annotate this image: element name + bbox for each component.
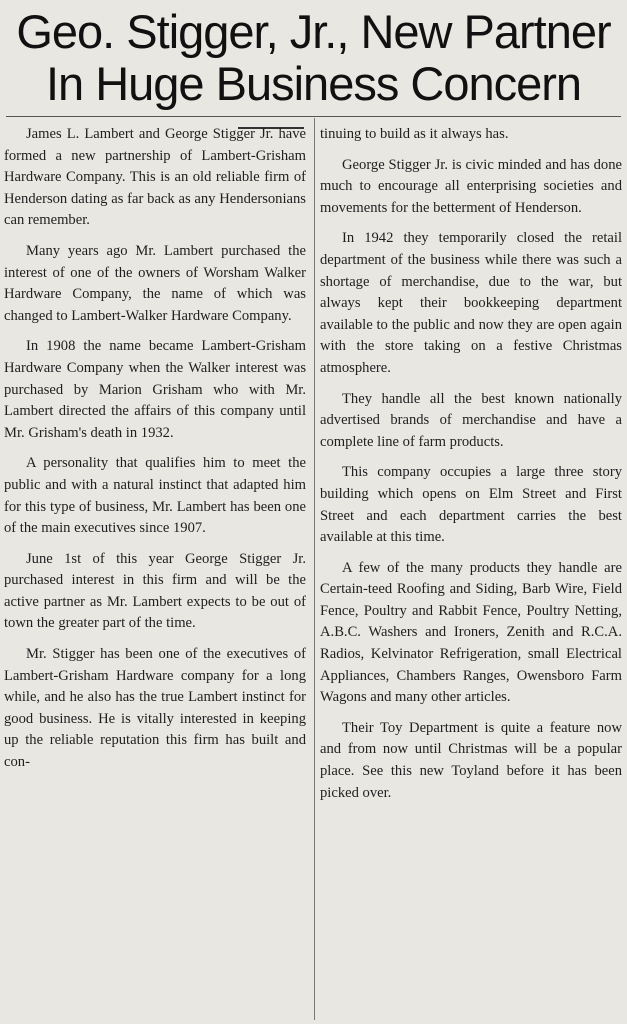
paragraph: Their Toy Department is quite a feature now and from now until Christmas will be a popular place. See this new Toyland before it has been picked over.	[320, 719, 622, 801]
paragraph: In 1942 they temporarily closed the retail department of the business while there was such a shortage of merchandise, due to the war, but always kept their bookkeeping department available to the public and now they are open again with the store taking on a festive Christmas atmosphere.	[320, 230, 622, 376]
paragraph: They handle all the best known nationally advertised brands of merchandise and have a complete line of farm products.	[320, 390, 622, 450]
paragraph-continuation: tinuing to build as it always has.	[320, 126, 509, 142]
paragraph: James L. Lambert and George Stigger Jr. have formed a new partnership of Lambert-Grisham Hardware Company. This is an old reliable firm of Henderson dating as far back as any Hendersonians can remember.	[4, 126, 306, 229]
headline-line-1: Geo. Stigger, Jr., New Partner	[16, 5, 611, 58]
column-divider	[314, 118, 315, 1020]
headline	[6, 6, 621, 110]
article-column-left	[4, 124, 306, 783]
paragraph: George Stigger Jr. is civic minded and has done much to encourage all enterprising societies and movements for the betterment of Henderson.	[320, 156, 622, 216]
paragraph: In 1908 the name became Lambert-Grisham Hardware Company when the Walker interest was purchased by Marion Grisham who with Mr. Lambert directed the affairs of this company until Mr. Grisham's death in 1932.	[4, 338, 306, 441]
headline-line-2: In Huge Business Concern	[45, 57, 582, 110]
paragraph: A personality that qualifies him to meet the public and with a natural instinct that adapted him for this type of business, Mr. Lambert has been one of the main executives since 1907.	[4, 455, 306, 537]
paragraph: Mr. Stigger has been one of the executives of Lambert-Grisham Hardware company for a long while, and he also has the true Lambert instinct for good business. He is vitally interested in keeping up the reliable reputation this firm has built and con-	[4, 646, 306, 771]
paragraph: A few of the many products they handle are Certain-teed Roofing and Siding, Barb Wire, Field Fence, Poultry and Rabbit Fence, Poultry Netting, A.B.C. Washers and Ironers, Zenith and R.C.A. Radios, Kelvinator Refrigeration, small Electrical Appliances, Chambers Ranges, Owensboro Farm Wagons and many other articles.	[320, 559, 622, 706]
paragraph: June 1st of this year George Stigger Jr. purchased interest in this firm and will be the active partner as Mr. Lambert expects to be out of town the greater part of the time.	[4, 550, 306, 632]
paragraph: This company occupies a large three story building which opens on Elm Street and First Street and each department carries the best available at this time.	[320, 464, 622, 546]
paragraph: Many years ago Mr. Lambert purchased the interest of one of the owners of Worsham Walker Hardware Company, the name of which was changed to Lambert-Walker Hardware Company.	[4, 242, 306, 324]
headline-rule	[6, 116, 621, 117]
article-column-right	[320, 124, 622, 813]
